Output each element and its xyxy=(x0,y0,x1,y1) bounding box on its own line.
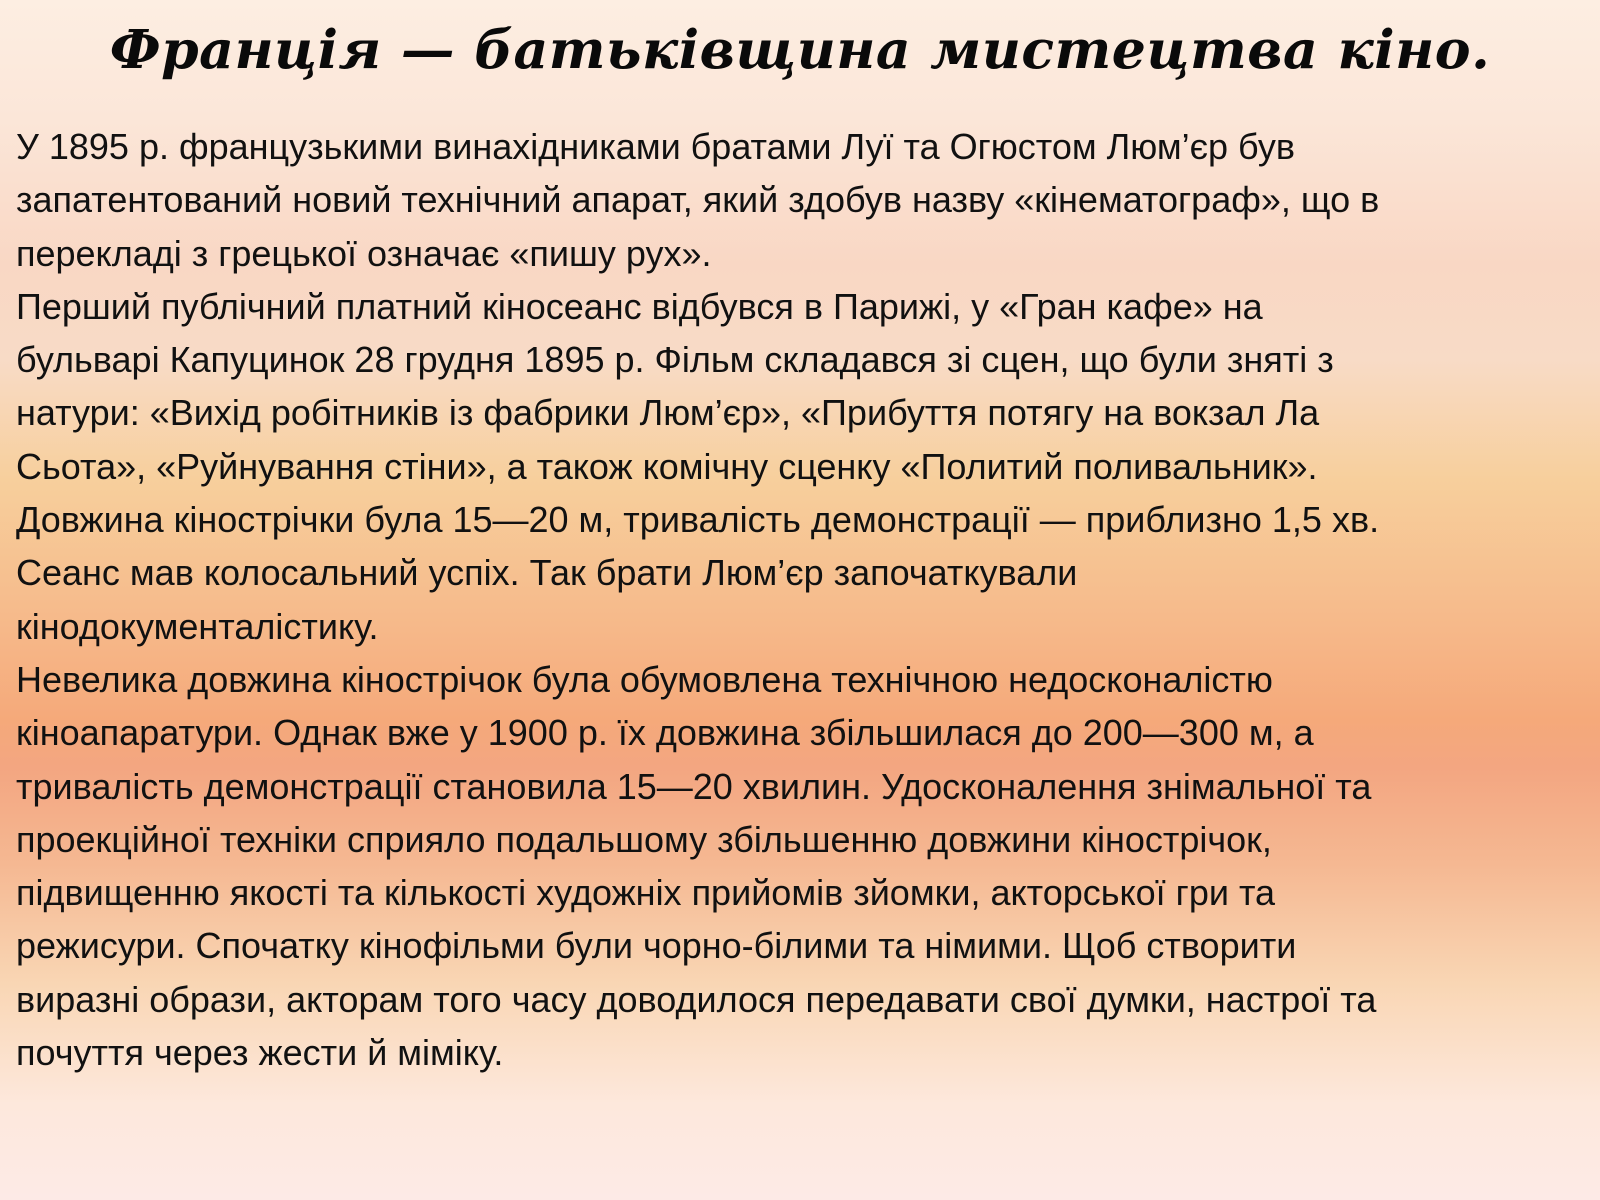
body-line: Довжина кінострічки була 15—20 м, тривалість демонстрації — приблизно 1,5 хв. xyxy=(16,499,1380,541)
body-line: бульварі Капуцинок 28 грудня 1895 р. Фільм складався зі сцен, що були зняті з xyxy=(16,339,1334,381)
body-line: почуття через жести й міміку. xyxy=(16,1032,504,1074)
slide-title: Франція — батьківщина мистецтва кіно. xyxy=(109,18,1491,81)
body-line: Сьота», «Руйнування стіни», а також комічну сценку «Политий поливальник». xyxy=(16,445,1318,487)
body-line: Сеанс мав колосальний успіх. Так брати Люм’єр започаткували xyxy=(16,552,1078,594)
body-line: режисури. Спочатку кінофільми були чорно-білими та німими. Щоб створити xyxy=(16,925,1297,967)
body-line: проекційної техніки сприяло подальшому збільшенню довжини кінострічок, xyxy=(16,818,1272,860)
body-line: У 1895 р. французькими винахідниками братами Луї та Огюстом Люм’єр був xyxy=(16,126,1295,167)
body-line: запатентований новий технічний апарат, який здобув назву «кінематограф», що в xyxy=(16,179,1380,221)
body-line: тривалість демонстрації становила 15—20 хвилин. Удосконалення знімальної та xyxy=(16,765,1372,807)
body-line: перекладі з грецької означає «пишу рух». xyxy=(16,232,712,274)
body-line: кінодокументалістику. xyxy=(16,605,379,647)
body-line: натури: «Вихід робітників із фабрики Люм’єр», «Прибуття потягу на вокзал Ла xyxy=(16,392,1320,434)
body-line: Перший публічний платний кіносеанс відбувся в Парижі, у «Гран кафе» на xyxy=(16,285,1263,327)
body-line: підвищенню якості та кількості художніх прийомів зйомки, акторської гри та xyxy=(16,872,1276,914)
body-line: Невелика довжина кінострічок була обумовлена технічною недосконалістю xyxy=(16,658,1273,700)
slide-body-text xyxy=(16,120,1591,1079)
body-line: виразні образи, акторам того часу доводилося передавати свої думки, настрої та xyxy=(16,978,1377,1020)
body-line: кіноапаратури. Однак вже у 1900 р. їх довжина збільшилася до 200—300 м, а xyxy=(16,712,1314,754)
